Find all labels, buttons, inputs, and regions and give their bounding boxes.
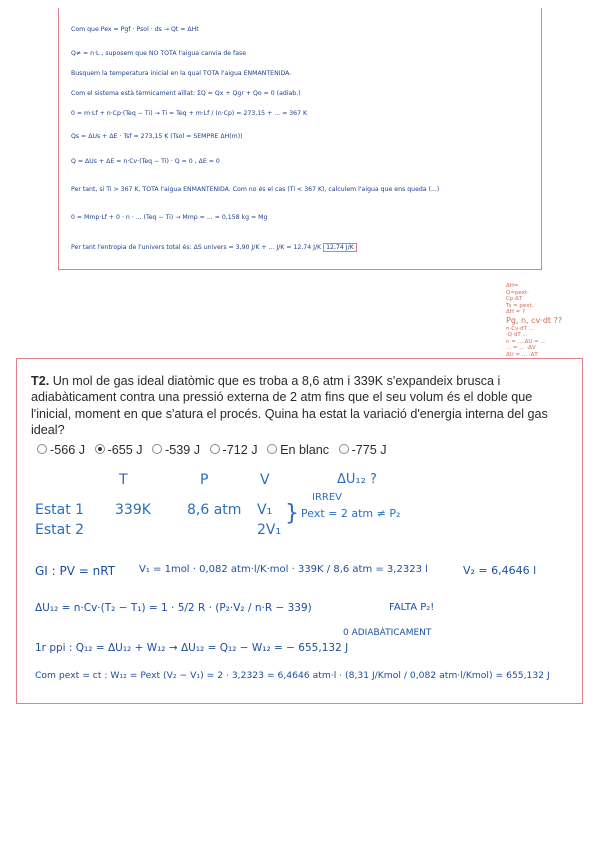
previous-solution-panel <box>58 8 542 270</box>
state-2-label: Estat 2 <box>35 522 85 538</box>
option-label: -539 J <box>165 443 201 457</box>
adiabatic-note: 0 ADIABÀTICAMENT <box>343 628 432 638</box>
table-head-dU: ΔU₁₂ ? <box>337 472 377 487</box>
state-1-label: Estat 1 <box>35 502 85 518</box>
margin-note: ΔU = ... ·ΔT <box>506 351 538 358</box>
table-head-T: T <box>119 472 128 488</box>
ideal-gas-law: GI : PV = nRT <box>35 564 116 578</box>
table-head-P: P <box>200 472 209 488</box>
state-1-pressure: 8,6 atm <box>187 502 242 518</box>
entropy-result-box: 12,74 J/K <box>323 243 357 252</box>
state-1-volume: V₁ <box>257 502 273 518</box>
solution-line: 0 = Mmp·Lf + 0 · n · ... (Teq − Ti) → Mmp = ... = 0,158 kg = Mg <box>71 214 268 221</box>
solution-line: Busquem la temperatura inicial en la qual TOTA l'aigua ENMANTENIDA. <box>71 70 292 77</box>
brace-icon: } <box>285 501 299 526</box>
option-label: -712 J <box>222 443 258 457</box>
irreversible-note: IRREV <box>312 492 343 503</box>
question-panel <box>16 358 583 704</box>
question-body: Un mol de gas ideal diatòmic que es troba a 8,6 atm i 339K s'expandeix brusca i adiabàticament contra una pressió externa de 2 atm fins que el seu volum és el doble que l'inicial, moment en que s'atura el procés. Quina ha estat la variació d'energia interna del gas ideal? <box>31 374 548 438</box>
solution-line: 0 = m·Lf + n·Cp·(Teq − Ti) → Ti = Teq + m·Lf / (n·Cp) = 273,15 + ... = 367 K <box>71 110 308 117</box>
entropy-text: Per tant l'entropia de l'univers total és: ΔS univers = 3,90 J/K + ... J/K = 12,74 J/K <box>71 244 322 251</box>
option-label: En blanc <box>280 443 330 457</box>
question-number: T2. <box>31 374 50 388</box>
state-2-volume: 2V₁ <box>257 522 282 538</box>
option-label: -566 J <box>50 443 86 457</box>
missing-p2-note: FALTA P₂! <box>389 602 435 613</box>
solution-line: Com el sistema està tèrmicament aïllat: ΣQ = Qx + Qgr + Qo = 0 (adiab.) <box>71 90 301 97</box>
margin-note: Ts = pext, <box>506 302 534 309</box>
radio-button-selected[interactable] <box>95 444 105 454</box>
margin-note: ΔH= <box>506 283 519 289</box>
margin-note: n·Cv·dT ... <box>506 325 534 332</box>
option[interactable] <box>89 443 143 457</box>
state-1-temperature: 339K <box>115 502 151 518</box>
radio-button[interactable] <box>37 444 47 454</box>
option-label: -775 J <box>351 443 387 457</box>
work-line: Com pext = ct : W₁₂ = Pext (V₂ − V₁) = 2 · 3,2323 = 6,4646 atm·l · (8,31 J/Kmol / 0,082 atm·l/Kmol) = 655,132 J <box>35 670 550 681</box>
radio-button[interactable] <box>267 444 277 454</box>
solution-line: Per tant, si Ti > 367 K, TOTA l'aigua ENMANTENIDA. Com no és el cas (Ti < 367 K), calculem l'aigua que ens queda (...) <box>71 186 440 193</box>
question-text <box>31 373 569 439</box>
margin-note: Pg, n, cv·dt ?? <box>506 315 563 325</box>
solution-line: Com que Pex = Pgf · Psol · ds → Qt = ΔHt <box>71 26 199 33</box>
option-label: -655 J <box>107 443 143 457</box>
volume-2-calc: V₂ = 6,4646 l <box>463 564 537 577</box>
margin-notes <box>506 283 594 365</box>
solution-line: Qs = ΔUs + ΔE · Tsf = 273,15 K (Tsol = SEMPRE ΔH(m)) <box>71 133 243 140</box>
option[interactable] <box>204 443 258 457</box>
margin-note: ΔH = ? <box>506 309 525 315</box>
margin-note: ... = ... ·ΔV <box>506 345 536 351</box>
solution-line <box>71 244 357 252</box>
option[interactable] <box>31 443 85 457</box>
solution-line: Q = ΔUs + ΔE = n·Cv·(Teq − Ti) · Q = 0 , ΔE = 0 <box>71 158 220 165</box>
first-law-line: 1r ppi : Q₁₂ = ΔU₁₂ + W₁₂ → ΔU₁₂ = Q₁₂ − W₁₂ = − 655,132 J <box>35 642 349 654</box>
external-pressure-note: Pext = 2 atm ≠ P₂ <box>301 507 401 520</box>
volume-1-calc: V₁ = 1mol · 0,082 atm·l/K·mol · 339K / 8,6 atm = 3,2323 l <box>139 564 428 575</box>
option[interactable] <box>261 443 329 457</box>
margin-note: ·Q·dT ... <box>506 332 528 338</box>
margin-note: Cp·ΔT <box>506 296 523 302</box>
option[interactable] <box>333 443 387 457</box>
radio-button[interactable] <box>210 444 220 454</box>
solution-line: Q≠ = n·L , suposem que NO TOTA l'aigua canvia de fase <box>71 50 247 57</box>
internal-energy-formula: ΔU₁₂ = n·Cv·(T₂ − T₁) = 1 · 5/2 R · (P₂·V₂ / n·R − 339) <box>35 602 312 614</box>
margin-note: Q=pext· <box>506 289 529 296</box>
radio-button[interactable] <box>152 444 162 454</box>
margin-note: n = ... ΔU = ... <box>506 338 546 345</box>
table-head-V: V <box>260 472 270 488</box>
radio-button[interactable] <box>339 444 349 454</box>
option[interactable] <box>146 443 200 457</box>
answer-options <box>31 443 387 457</box>
